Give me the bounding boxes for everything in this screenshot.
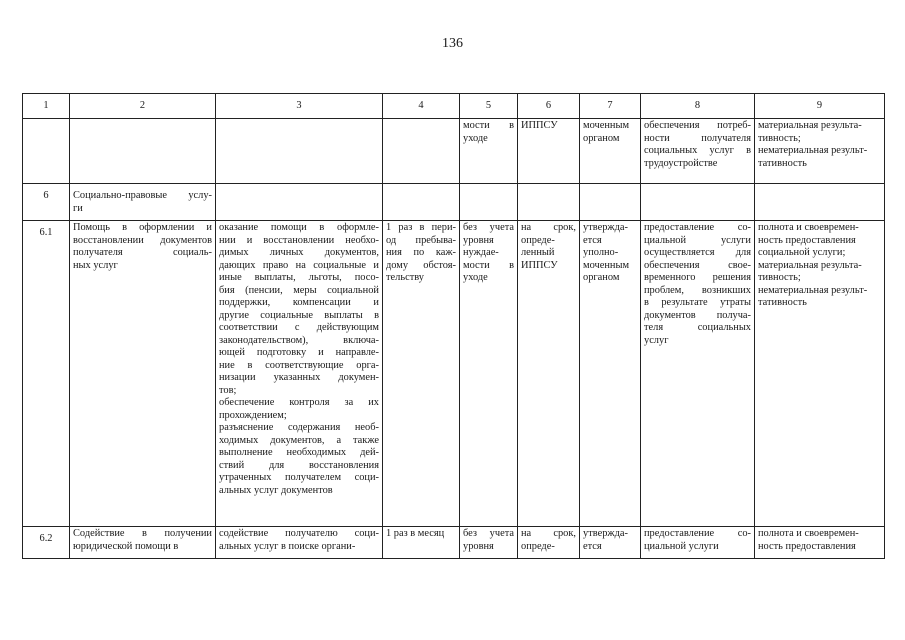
cell-line: моченным (583, 259, 630, 271)
cell-service (70, 221, 216, 527)
cell-frequency (383, 184, 460, 221)
table-row (23, 184, 885, 221)
cell-line: ние в соответствующие орга- (219, 359, 379, 371)
cell-line: Содействие в получении (73, 528, 212, 539)
cell-num: 6.1 (23, 221, 70, 527)
cell-line: опреде- (521, 540, 555, 552)
cell-line: материальная результа- (758, 259, 862, 271)
column-header-1: 1 (23, 94, 70, 119)
cell-line: обеспечение контроля за их (219, 397, 379, 408)
cell-term (518, 527, 580, 559)
cell-line: 1 раз в месяц (386, 528, 445, 539)
cell-service (70, 184, 216, 221)
column-header-8: 8 (641, 94, 755, 119)
cell-line: уходе (463, 272, 488, 283)
cell-line: мости в (463, 259, 514, 271)
cell-line: без учета (463, 222, 514, 233)
cell-criteria (755, 184, 885, 221)
cell-line: выполнение необходимых дей- (219, 447, 379, 458)
cell-line: социальных услуг в (644, 145, 751, 156)
cell-line: тативность (758, 157, 807, 169)
header-row (23, 94, 885, 119)
cell-criteria (755, 119, 885, 184)
cell-line: прохождением; (219, 409, 287, 421)
cell-condition (460, 527, 518, 559)
services-table (22, 93, 885, 559)
cell-line: другие социальные выплаты в (219, 309, 379, 321)
cell-line: социальной услуги; (758, 247, 846, 258)
cell-content (216, 527, 383, 559)
cell-line: на срок, (521, 222, 576, 233)
cell-line: Помощь в оформлении и (73, 222, 212, 233)
cell-line: ленный (521, 247, 555, 258)
table-row (23, 221, 885, 527)
cell-line: предоставление со- (644, 528, 751, 539)
cell-num: 6.2 (23, 527, 70, 559)
cell-line: нематериальная результ- (758, 284, 868, 296)
page-number: 136 (442, 36, 463, 51)
cell-approval (580, 184, 641, 221)
cell-line: теля социальных (644, 322, 751, 333)
column-header-3: 3 (216, 94, 383, 119)
cell-condition (460, 221, 518, 527)
cell-content (216, 184, 383, 221)
cell-line: ности получателя (644, 132, 751, 144)
cell-line: в результате утраты (644, 297, 751, 308)
cell-approval (580, 119, 641, 184)
cell-line: поддержки, компенсации и (219, 297, 379, 308)
cell-line: осуществляется для (644, 247, 751, 258)
cell-line: без учета (463, 528, 514, 539)
column-header-9: 9 (755, 94, 885, 119)
cell-line: Социально-правовые услу- (73, 190, 212, 201)
cell-line: ность предоставления (758, 540, 856, 552)
cell-line: полнота и своевремен- (758, 528, 859, 539)
cell-line: оказание помощи в оформле- (219, 222, 379, 233)
cell-num (23, 119, 70, 184)
cell-line: тивность; (758, 272, 801, 283)
cell-approval (580, 221, 641, 527)
cell-frequency (383, 527, 460, 559)
cell-line: на срок, (521, 528, 576, 539)
cell-line: ющей подготовку и направле- (219, 347, 379, 358)
cell-line: од пребыва- (386, 234, 456, 246)
cell-line: циальной услуги (644, 234, 751, 246)
cell-line: альных услуг документов (219, 484, 333, 496)
cell-line: ных услуг (73, 259, 118, 271)
cell-line: уровня (463, 234, 494, 246)
cell-line: ется (583, 234, 602, 246)
cell-line: соответствии с действующим (219, 322, 379, 333)
cell-line: утвержда- (583, 528, 628, 539)
cell-frequency (383, 119, 460, 184)
cell-criteria (755, 527, 885, 559)
cell-line: проблем, возникших (644, 284, 751, 296)
cell-line: уполно- (583, 247, 619, 258)
cell-line: ИППСУ (521, 120, 558, 131)
cell-approval (580, 527, 641, 559)
cell-line: циальной услуги (644, 540, 719, 552)
cell-line: 1 раз в пери- (386, 222, 456, 233)
cell-line: нии и восстановлении необхо- (219, 234, 379, 246)
cell-line: содействие получателю соци- (219, 528, 379, 539)
cell-indicators (641, 184, 755, 221)
cell-service (70, 119, 216, 184)
cell-line: ИППСУ (521, 259, 558, 271)
cell-line: органом (583, 132, 620, 144)
cell-line: опреде- (521, 234, 555, 246)
cell-line: тельству (386, 272, 424, 283)
cell-line: трудоустройстве (644, 157, 718, 169)
cell-indicators (641, 527, 755, 559)
cell-line: законодательством), включа- (219, 334, 379, 346)
cell-line: уходе (463, 132, 488, 144)
cell-service (70, 527, 216, 559)
cell-line: нуждае- (463, 247, 499, 258)
cell-num: 6 (23, 184, 70, 221)
cell-line: услуг (644, 334, 669, 346)
table-row (23, 527, 885, 559)
cell-line: ется (583, 540, 602, 552)
cell-content (216, 119, 383, 184)
table-row (23, 119, 885, 184)
column-header-7: 7 (580, 94, 641, 119)
cell-term (518, 119, 580, 184)
cell-condition (460, 119, 518, 184)
cell-line: нематериальная результ- (758, 145, 868, 156)
cell-content (216, 221, 383, 527)
column-header-4: 4 (383, 94, 460, 119)
cell-term (518, 221, 580, 527)
cell-line: утраченных получателем соци- (219, 472, 379, 483)
cell-line: тативность (758, 297, 807, 308)
column-header-2: 2 (70, 94, 216, 119)
cell-line: восстановлении документов получателя социаль- (73, 234, 212, 258)
cell-line: дающих право на социальные и (219, 259, 379, 271)
column-header-6: 6 (518, 94, 580, 119)
column-header-5: 5 (460, 94, 518, 119)
cell-term (518, 184, 580, 221)
cell-line: иные выплаты, льготы, посо- (219, 272, 379, 283)
cell-line: предоставление со- (644, 222, 751, 233)
cell-line: альных услуг в поиске органи- (219, 540, 356, 552)
cell-line: дому обстоя- (386, 259, 456, 271)
cell-line: тивность; (758, 132, 801, 144)
cell-line: тов; (219, 384, 237, 396)
cell-line: низации указанных докумен- (219, 372, 379, 383)
cell-line: ги (73, 202, 83, 214)
cell-line: бия (пенсии, меры социальной (219, 284, 379, 296)
cell-line: ствий для восстановления (219, 459, 379, 471)
cell-frequency (383, 221, 460, 527)
cell-line: моченным (583, 120, 630, 131)
cell-line: разъяснение содержания необ- (219, 422, 379, 433)
cell-line: ность предоставления (758, 234, 856, 246)
cell-line: юридической помощи в (73, 540, 179, 552)
cell-indicators (641, 221, 755, 527)
cell-line: уровня (463, 540, 494, 552)
cell-indicators (641, 119, 755, 184)
cell-line: утвержда- (583, 222, 628, 233)
cell-line: полнота и своевремен- (758, 222, 859, 233)
cell-line: документов получа- (644, 309, 751, 321)
cell-line: временного решения (644, 272, 751, 283)
cell-line: материальная результа- (758, 120, 862, 131)
cell-condition (460, 184, 518, 221)
cell-line: обеспечения потреб- (644, 120, 751, 131)
cell-line: ходимых документов, а также (219, 434, 379, 446)
cell-line: мости в (463, 120, 514, 131)
cell-line: обеспечения свое- (644, 259, 751, 271)
cell-line: димых личных документов, (219, 247, 379, 258)
cell-line: органом (583, 272, 620, 283)
cell-criteria (755, 221, 885, 527)
cell-line: ния по каж- (386, 247, 456, 258)
